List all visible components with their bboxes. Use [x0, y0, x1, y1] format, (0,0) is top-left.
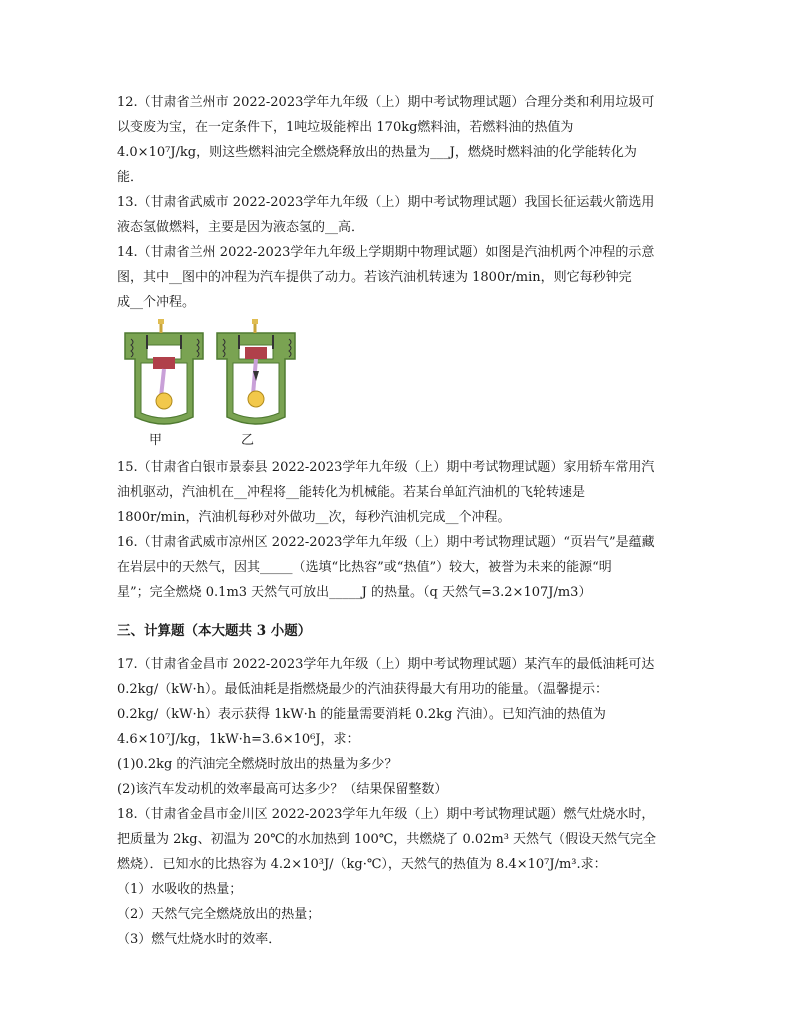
document-page — [117, 90, 682, 952]
question-line: 把质量为 2kg、初温为 20℃的水加热到 100℃，共燃烧了 0.02m³ 天然气（假设天然气完全 — [117, 832, 657, 847]
question-line: （1）水吸收的热量； — [117, 882, 243, 897]
question-line: (2)该汽车发动机的效率最高可达多少？（结果保留整数） — [117, 782, 448, 797]
question-line: 18.（甘肃省金昌市金川区 2022-2023学年九年级（上）期中考试物理试题）燃气灶烧水时， — [117, 807, 655, 822]
question-line: 星”；完全燃烧 0.1m3 天然气可放出_____J 的热量。（q 天然气=3.2×107J/m3） — [117, 585, 592, 600]
question-line: 液态氢做燃料，主要是因为液态氢的__高． — [117, 220, 365, 235]
question-line: 在岩层中的天然气，因其_____（选填“比热容”或“热值”）较大，被誉为未来的能源“明 — [117, 560, 612, 575]
question-14 — [117, 240, 682, 455]
question-line: 14.（甘肃省兰州 2022-2023学年九年级上学期期中物理试题）如图是汽油机两个冲程的示意 — [117, 245, 655, 260]
question-line: 1800r/min，汽油机每秒对外做功__次，每秒汽油机完成__个冲程。 — [117, 510, 511, 525]
question-line: 17.（甘肃省金昌市 2022-2023学年九年级（上）期中考试物理试题）某汽车的最低油耗可达 — [117, 657, 655, 672]
question-line: 4.0×10⁷J/kg，则这些燃料油完全燃烧释放出的热量为___J，燃烧时燃料油的化学能转化为 — [117, 145, 637, 160]
question-18 — [117, 802, 682, 952]
question-12 — [117, 90, 682, 190]
question-line: 0.2kg/（kW·h）表示获得 1kW·h 的能量需要消耗 0.2kg 汽油）。已知汽油的热值为 — [117, 707, 606, 722]
question-line: 燃烧）．已知水的比热容为 4.2×10³J/（kg·℃），天然气的热值为 8.4×10⁷J/m³.求： — [117, 857, 607, 872]
question-13 — [117, 190, 682, 240]
question-line: 13.（甘肃省武威市 2022-2023学年九年级（上）期中考试物理试题）我国长征运载火箭选用 — [117, 195, 655, 210]
question-line: 成__个冲程。 — [117, 295, 196, 310]
engine-a-diagram — [125, 319, 203, 424]
question-line: 图，其中__图中的冲程为汽车提供了动力。若该汽油机转速为 1800r/min，则它每秒钟完 — [117, 270, 632, 285]
question-line: (1)0.2kg 的汽油完全燃烧时放出的热量为多少？ — [117, 757, 398, 772]
engine-strokes-figure — [117, 319, 682, 455]
question-line: 4.6×10⁷J/kg，1kW·h=3.6×10⁶J，求： — [117, 732, 360, 747]
question-line: （2）天然气完全燃烧放出的热量； — [117, 907, 321, 922]
question-line: 0.2kg/（kW·h）。最低油耗是指燃烧最少的汽油获得最大有用功的能量。（温馨提示： — [117, 682, 608, 697]
question-line: 能． — [117, 170, 144, 185]
engine-b-diagram — [217, 319, 295, 424]
question-line: 16.（甘肃省武威市凉州区 2022-2023学年九年级（上）期中考试物理试题）“页岩气”是蕴藏 — [117, 535, 655, 550]
question-line: 油机驱动，汽油机在__冲程将__能转化为机械能。若某台单缸汽油机的飞轮转速是 — [117, 485, 586, 500]
figure-label-b: 乙 — [241, 433, 255, 448]
question-15 — [117, 455, 682, 530]
question-17 — [117, 652, 682, 802]
question-line: 以变废为宝，在一定条件下，1吨垃圾能榨出 170kg燃料油，若燃料油的热值为 — [117, 120, 574, 135]
figure-label-a: 甲 — [149, 433, 163, 448]
question-16 — [117, 530, 682, 605]
question-line: 12.（甘肃省兰州市 2022-2023学年九年级（上）期中考试物理试题）合理分类和利用垃圾可 — [117, 95, 655, 110]
section-heading: 三、计算题（本大题共 3 小题） — [117, 623, 312, 639]
engine-diagram-image — [117, 319, 317, 429]
question-line: 15.（甘肃省白银市景泰县 2022-2023学年九年级（上）期中考试物理试题）家用轿车常用汽 — [117, 460, 655, 475]
question-line: （3）燃气灶烧水时的效率． — [117, 932, 282, 947]
